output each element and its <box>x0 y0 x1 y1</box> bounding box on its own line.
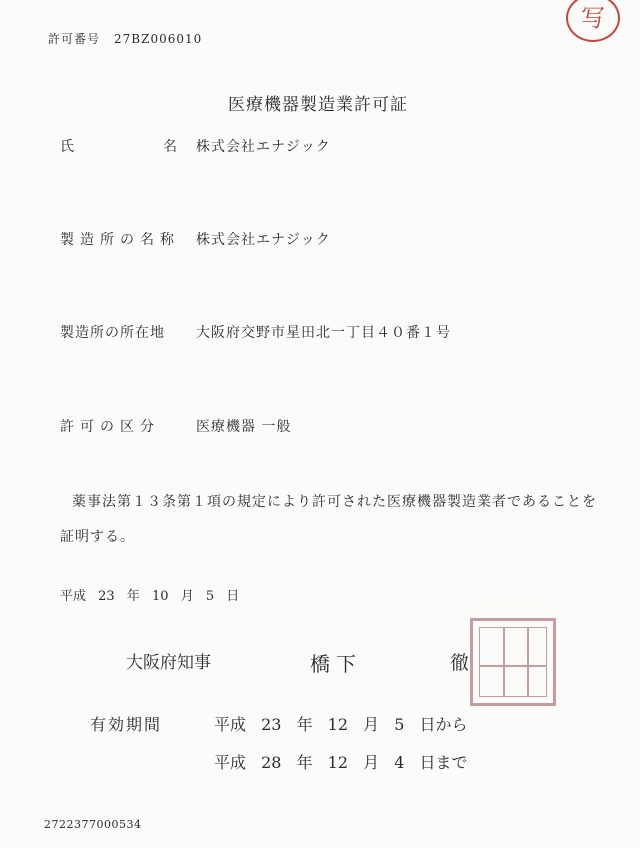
permit-number-value: 27BZ006010 <box>114 32 203 46</box>
validity-label: 有効期間 <box>90 715 163 734</box>
validity-to-day: 4 <box>394 753 405 772</box>
validity-from-month-unit: 月 <box>363 715 380 734</box>
validity-to-suffix: 日まで <box>419 753 468 772</box>
validity-to-era: 平成 <box>214 753 247 772</box>
issue-date-year-unit: 年 <box>126 589 140 604</box>
validity-to <box>214 750 478 773</box>
issue-date-month-unit: 月 <box>180 589 194 604</box>
issuer-name-part-2: 徹 <box>450 652 470 674</box>
issuer-name-part-1: 橋下 <box>310 652 362 676</box>
validity-from-day: 5 <box>394 715 405 734</box>
validity-from <box>214 712 478 735</box>
document-number: 2722377000534 <box>44 818 142 831</box>
facility-name-label: 製造所の名称 <box>60 232 180 248</box>
validity-from-era: 平成 <box>214 715 247 734</box>
copy-stamp-text: 写 <box>581 4 605 32</box>
issue-date-day: 5 <box>205 589 215 604</box>
validity-from-month: 12 <box>327 715 349 734</box>
issue-date-month: 10 <box>152 589 169 604</box>
certification-line-2: 証明する。 <box>60 529 135 545</box>
validity-to-year-unit: 年 <box>296 753 313 772</box>
issue-date <box>60 585 247 604</box>
validity-to-month: 12 <box>327 753 349 772</box>
issue-date-era: 平成 <box>60 589 87 604</box>
name-label-left: 氏 <box>60 139 75 155</box>
facility-name-value: 株式会社エナジック <box>196 232 331 248</box>
validity-to-year: 28 <box>261 753 282 772</box>
validity-from-year-unit: 年 <box>296 715 313 734</box>
validity-from-year: 23 <box>261 715 282 734</box>
document-title: 医療機器製造業許可証 <box>228 95 408 115</box>
category-label: 許可の区分 <box>60 419 160 435</box>
issuer-title: 大阪府知事 <box>126 653 211 673</box>
permit-number <box>48 30 202 47</box>
facility-address-value: 大阪府交野市星田北一丁目４０番１号 <box>196 325 451 341</box>
name-value: 株式会社エナジック <box>196 139 331 155</box>
validity-to-month-unit: 月 <box>363 753 380 772</box>
copy-stamp <box>566 0 620 42</box>
issue-date-day-unit: 日 <box>226 589 240 604</box>
name-label-right: 名 <box>163 139 178 155</box>
name-label <box>60 136 178 156</box>
facility-address-label: 製造所の所在地 <box>60 325 165 341</box>
issue-date-year: 23 <box>98 589 115 604</box>
validity-from-suffix: 日から <box>419 715 468 734</box>
certification-line-1: 薬事法第１３条第１項の規定により許可された医療機器製造業者であることを <box>72 494 597 510</box>
official-seal <box>470 618 556 706</box>
permit-number-label: 許可番号 <box>48 32 101 46</box>
category-value: 医療機器 一般 <box>196 419 292 435</box>
